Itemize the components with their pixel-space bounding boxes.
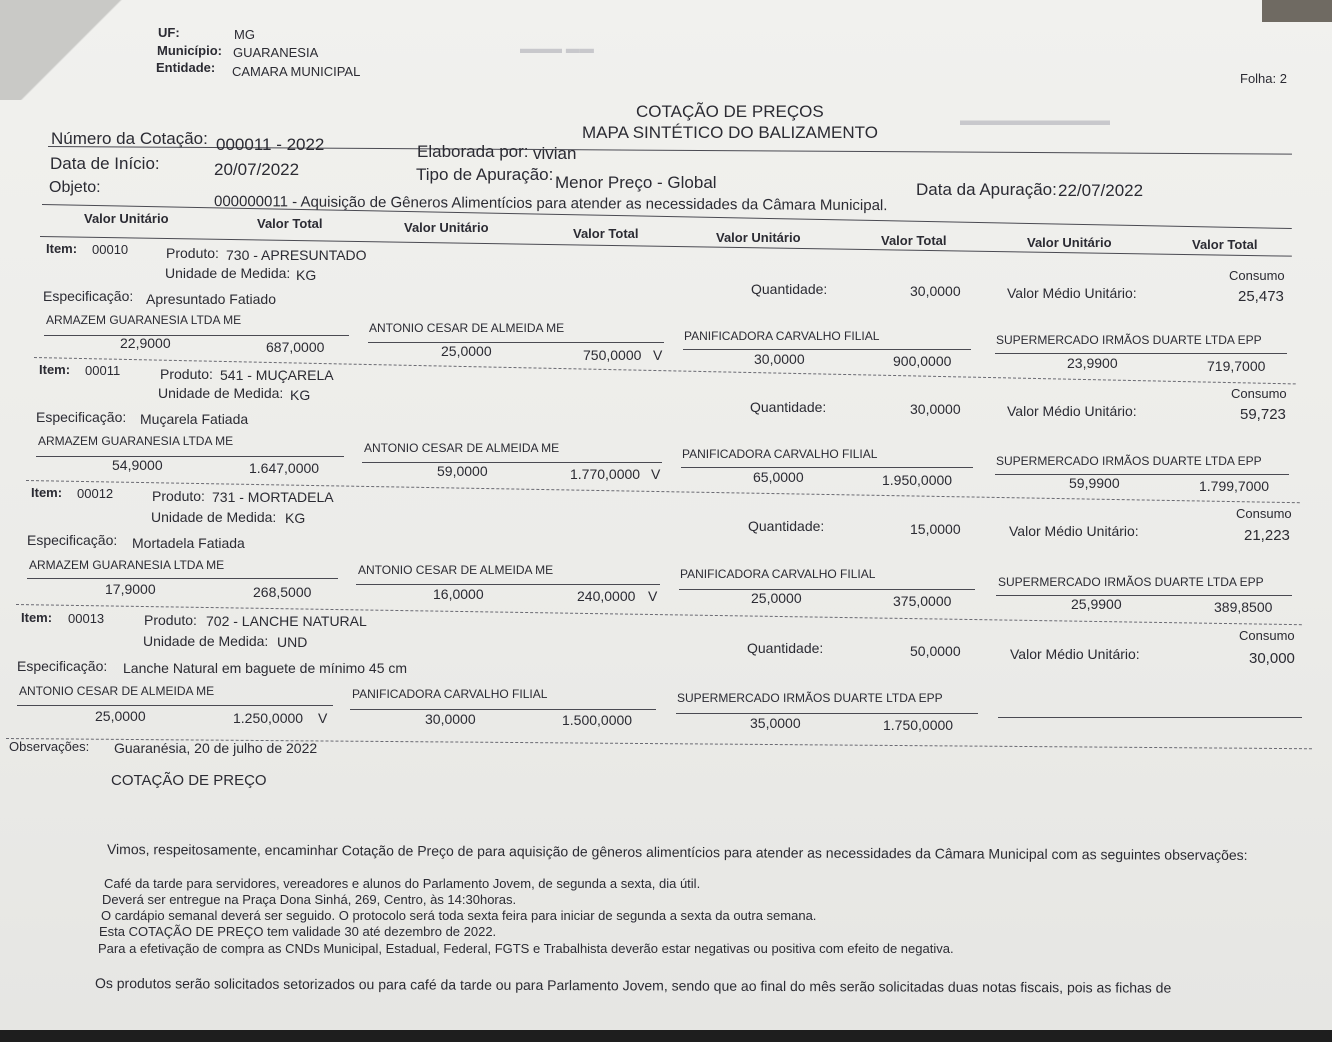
- quantidade-value: 30,0000: [910, 401, 961, 417]
- winner-mark: V: [318, 710, 328, 726]
- observacoes-subtitle: COTAÇÃO DE PREÇO: [111, 772, 267, 789]
- supplier-total-price: 1.647,0000: [249, 460, 320, 476]
- column-header: Valor Total: [881, 233, 947, 248]
- item-code: 00010: [92, 242, 129, 257]
- numero-cotacao-value: 000011 - 2022: [216, 135, 325, 154]
- supplier-rule: [679, 589, 975, 590]
- observacoes-line: Esta COTAÇÃO DE PREÇO tem validade 30 até dezembro de 2022.: [99, 924, 497, 939]
- supplier-name: ANTONIO CESAR DE ALMEIDA ME: [19, 684, 215, 698]
- supplier-rule: [36, 456, 344, 457]
- produto-label: Produto:: [152, 488, 205, 504]
- background-surface: [0, 1030, 1332, 1042]
- supplier-total-price: 1.500,0000: [562, 712, 633, 728]
- supplier-rule: [681, 467, 973, 468]
- supplier-rule: [995, 474, 1289, 475]
- supplier-unit-price: 25,0000: [751, 590, 802, 606]
- quantidade-label: Quantidade:: [751, 281, 828, 297]
- supplier-name: ARMAZEM GUARANESIA LTDA ME: [46, 313, 242, 327]
- empty-supplier-rule: [998, 717, 1302, 718]
- column-header: Valor Total: [1192, 237, 1258, 252]
- observacoes-line: O cardápio semanal deverá ser seguido. O protocolo será toda sexta feira para iniciar de segunda a sexta da outra semana.: [101, 908, 817, 923]
- observacoes-line: Para a efetivação de compra as CNDs Municipal, Estadual, Federal, FGTS e Trabalhista deverão estar negativas ou positiva com efeito de negativa.: [98, 941, 954, 956]
- entidade-value: CAMARA MUNICIPAL: [232, 64, 361, 79]
- valor-medio-value: 25,473: [1238, 288, 1284, 305]
- municipio-label: Município:: [157, 43, 222, 58]
- observacoes-line: Deverá ser entregue na Praça Dona Sinhá, 269, Centro, às 14:30horas.: [102, 892, 517, 907]
- data-apuracao-value: 22/07/2022: [1058, 181, 1144, 200]
- quantidade-value: 15,0000: [910, 521, 961, 537]
- consumo-label: Consumo: [1229, 268, 1285, 283]
- supplier-name: PANIFICADORA CARVALHO FILIAL: [680, 567, 876, 581]
- supplier-total-price: 687,0000: [266, 339, 325, 355]
- supplier-rule: [362, 462, 662, 463]
- supplier-rule: [996, 595, 1292, 596]
- supplier-unit-price: 65,0000: [753, 469, 804, 485]
- supplier-total-price: 375,0000: [893, 593, 952, 609]
- supplier-rule: [356, 584, 660, 585]
- supplier-unit-price: 25,0000: [441, 343, 492, 359]
- objeto-value: 000000011 - Aquisição de Gêneros Alimentícios para atender as necessidades da Câmara Municipal.: [213, 193, 888, 215]
- winner-mark: V: [648, 588, 658, 604]
- quantidade-label: Quantidade:: [748, 518, 825, 534]
- especificacao-label: Especificação:: [36, 409, 127, 425]
- supplier-total-price: 389,8500: [1214, 599, 1273, 615]
- supplier-rule: [44, 335, 349, 336]
- consumo-label: Consumo: [1239, 628, 1295, 643]
- especificacao-value: Muçarela Fatiada: [140, 411, 249, 427]
- supplier-name: ARMAZEM GUARANESIA LTDA ME: [29, 558, 225, 572]
- column-header: Valor Total: [257, 216, 323, 231]
- supplier-unit-price: 59,0000: [437, 463, 488, 479]
- supplier-name: PANIFICADORA CARVALHO FILIAL: [684, 329, 880, 343]
- supplier-total-price: 750,0000: [583, 347, 642, 363]
- supplier-total-price: 1.799,7000: [1199, 478, 1270, 494]
- supplier-unit-price: 35,0000: [750, 715, 801, 731]
- observacoes-intro: Vimos, respeitosamente, encaminhar Cotação de Preço de para aquisição de gêneros alimentícios para atender as necessidades da Câmara Municipal com as seguintes observações:: [106, 841, 1248, 863]
- produto-label: Produto:: [144, 612, 197, 628]
- valor-medio-value: 21,223: [1244, 527, 1290, 544]
- supplier-name: PANIFICADORA CARVALHO FILIAL: [682, 447, 878, 461]
- supplier-rule: [350, 709, 656, 710]
- supplier-rule: [995, 353, 1287, 354]
- especificacao-value: Lanche Natural em baguete de mínimo 45 cm: [123, 660, 408, 676]
- entidade-label: Entidade:: [156, 60, 216, 75]
- item-label: Item:: [39, 362, 71, 377]
- supplier-name: ANTONIO CESAR DE ALMEIDA ME: [364, 441, 560, 455]
- observacoes-last-line: Os produtos serão solicitados setorizados ou para café da tarde ou para Parlamento Jovem, sendo que ao final do mês serão solicitadas duas notas fiscais, pois as fichas de: [94, 975, 1172, 996]
- unidade-value: KG: [290, 387, 311, 403]
- municipio-value: GUARANESIA: [233, 45, 319, 60]
- produto-value: 731 - MORTADELA: [212, 489, 334, 505]
- supplier-unit-price: 16,0000: [433, 586, 484, 602]
- supplier-unit-price: 54,9000: [112, 457, 163, 473]
- objeto-label: Objeto:: [49, 179, 101, 196]
- tipo-apuracao-value: Menor Preço - Global: [555, 173, 717, 192]
- especificacao-label: Especificação:: [17, 658, 108, 674]
- supplier-name: ARMAZEM GUARANESIA LTDA ME: [38, 434, 234, 448]
- quantidade-label: Quantidade:: [750, 399, 827, 415]
- especificacao-label: Especificação:: [43, 288, 134, 304]
- valor-medio-value: 59,723: [1240, 406, 1286, 423]
- supplier-name: PANIFICADORA CARVALHO FILIAL: [352, 687, 548, 701]
- observacoes-line: Café da tarde para servidores, vereadores e alunos do Parlamento Jovem, de segunda a sexta, dia útil.: [104, 876, 701, 891]
- show-through: ▬▬▬ ▬▬: [520, 40, 594, 56]
- valor-medio-value: 30,000: [1249, 650, 1295, 667]
- supplier-unit-price: 59,9900: [1069, 475, 1120, 491]
- folded-corner: [0, 0, 150, 100]
- background-edge: [1262, 0, 1332, 22]
- quantidade-value: 30,0000: [910, 283, 961, 299]
- item-code: 00011: [85, 363, 121, 378]
- supplier-rule: [27, 578, 338, 579]
- supplier-name: SUPERMERCADO IRMÃOS DUARTE LTDA EPP: [996, 454, 1262, 468]
- quantidade-value: 50,0000: [910, 643, 961, 659]
- column-header: Valor Total: [573, 226, 639, 241]
- valor-medio-label: Valor Médio Unitário:: [1009, 523, 1139, 539]
- supplier-unit-price: 30,0000: [425, 711, 476, 727]
- observacoes-label: Observações:: [9, 739, 90, 754]
- unidade-value: UND: [277, 634, 308, 650]
- consumo-label: Consumo: [1231, 386, 1287, 401]
- produto-value: 541 - MUÇARELA: [220, 367, 334, 383]
- produto-label: Produto:: [160, 366, 213, 382]
- valor-medio-label: Valor Médio Unitário:: [1007, 285, 1137, 301]
- winner-mark: V: [653, 347, 663, 363]
- unidade-value: KG: [285, 510, 306, 526]
- show-through: ▬▬▬▬▬▬▬▬▬▬: [960, 112, 1110, 129]
- supplier-total-price: 240,0000: [577, 588, 636, 604]
- quantidade-label: Quantidade:: [747, 640, 824, 656]
- item-label: Item:: [46, 241, 78, 256]
- unidade-value: KG: [296, 267, 317, 283]
- valor-medio-label: Valor Médio Unitário:: [1007, 403, 1137, 419]
- item-code: 00013: [68, 611, 105, 626]
- supplier-unit-price: 17,9000: [105, 581, 156, 597]
- consumo-label: Consumo: [1236, 506, 1292, 521]
- uf-label: UF:: [158, 25, 180, 40]
- supplier-unit-price: 25,9900: [1071, 596, 1122, 612]
- document-subtitle: MAPA SINTÉTICO DO BALIZAMENTO: [582, 123, 878, 142]
- supplier-name: SUPERMERCADO IRMÃOS DUARTE LTDA EPP: [998, 575, 1264, 589]
- produto-label: Produto:: [166, 245, 219, 261]
- supplier-rule: [368, 342, 664, 343]
- supplier-rule: [683, 349, 971, 350]
- column-header: Valor Unitário: [84, 211, 169, 226]
- supplier-total-price: 268,5000: [253, 584, 312, 600]
- supplier-total-price: 900,0000: [893, 353, 952, 369]
- supplier-unit-price: 22,9000: [120, 335, 171, 351]
- especificacao-label: Especificação:: [27, 532, 118, 548]
- tipo-apuracao-label: Tipo de Apuração:: [416, 165, 554, 184]
- column-header: Valor Unitário: [716, 230, 801, 245]
- supplier-unit-price: 23,9900: [1067, 355, 1118, 371]
- unidade-label: Unidade de Medida:: [165, 265, 291, 281]
- elaborada-label: Elaborada por:: [417, 142, 529, 161]
- uf-value: MG: [234, 27, 255, 42]
- page-number: Folha: 2: [1240, 71, 1287, 86]
- data-inicio-label: Data de Início:: [50, 154, 160, 173]
- supplier-name: SUPERMERCADO IRMÃOS DUARTE LTDA EPP: [996, 333, 1262, 347]
- produto-value: 730 - APRESUNTADO: [226, 247, 367, 263]
- item-code: 00012: [77, 486, 114, 501]
- column-header: Valor Unitário: [1027, 235, 1112, 250]
- especificacao-value: Mortadela Fatiada: [132, 535, 245, 551]
- elaborada-value: vivian: [533, 144, 577, 163]
- supplier-total-price: 1.950,0000: [882, 472, 953, 488]
- document-title: COTAÇÃO DE PREÇOS: [636, 102, 824, 121]
- supplier-unit-price: 25,0000: [95, 708, 146, 724]
- unidade-label: Unidade de Medida:: [151, 509, 277, 525]
- data-apuracao-label: Data da Apuração:: [916, 180, 1057, 199]
- item-label: Item:: [31, 485, 63, 500]
- valor-medio-label: Valor Médio Unitário:: [1010, 646, 1140, 662]
- supplier-unit-price: 30,0000: [754, 351, 805, 367]
- unidade-label: Unidade de Medida:: [143, 633, 269, 649]
- data-inicio-value: 20/07/2022: [214, 160, 300, 179]
- unidade-label: Unidade de Medida:: [158, 385, 284, 401]
- supplier-total-price: 719,7000: [1207, 358, 1266, 374]
- column-header: Valor Unitário: [404, 220, 489, 235]
- supplier-name: ANTONIO CESAR DE ALMEIDA ME: [369, 321, 565, 335]
- especificacao-value: Apresuntado Fatiado: [146, 291, 276, 307]
- item-label: Item:: [21, 610, 53, 625]
- produto-value: 702 - LANCHE NATURAL: [206, 613, 367, 629]
- numero-cotacao-label: Número da Cotação:: [51, 129, 208, 148]
- supplier-rule: [676, 713, 978, 714]
- supplier-total-price: 1.750,0000: [883, 717, 954, 733]
- supplier-total-price: 1.770,0000: [570, 466, 641, 482]
- supplier-name: SUPERMERCADO IRMÃOS DUARTE LTDA EPP: [677, 691, 943, 705]
- supplier-rule: [17, 705, 333, 706]
- winner-mark: V: [651, 466, 661, 482]
- observacoes-local-data: Guaranésia, 20 de julho de 2022: [114, 740, 318, 756]
- supplier-name: ANTONIO CESAR DE ALMEIDA ME: [358, 563, 554, 577]
- supplier-total-price: 1.250,0000: [233, 710, 304, 726]
